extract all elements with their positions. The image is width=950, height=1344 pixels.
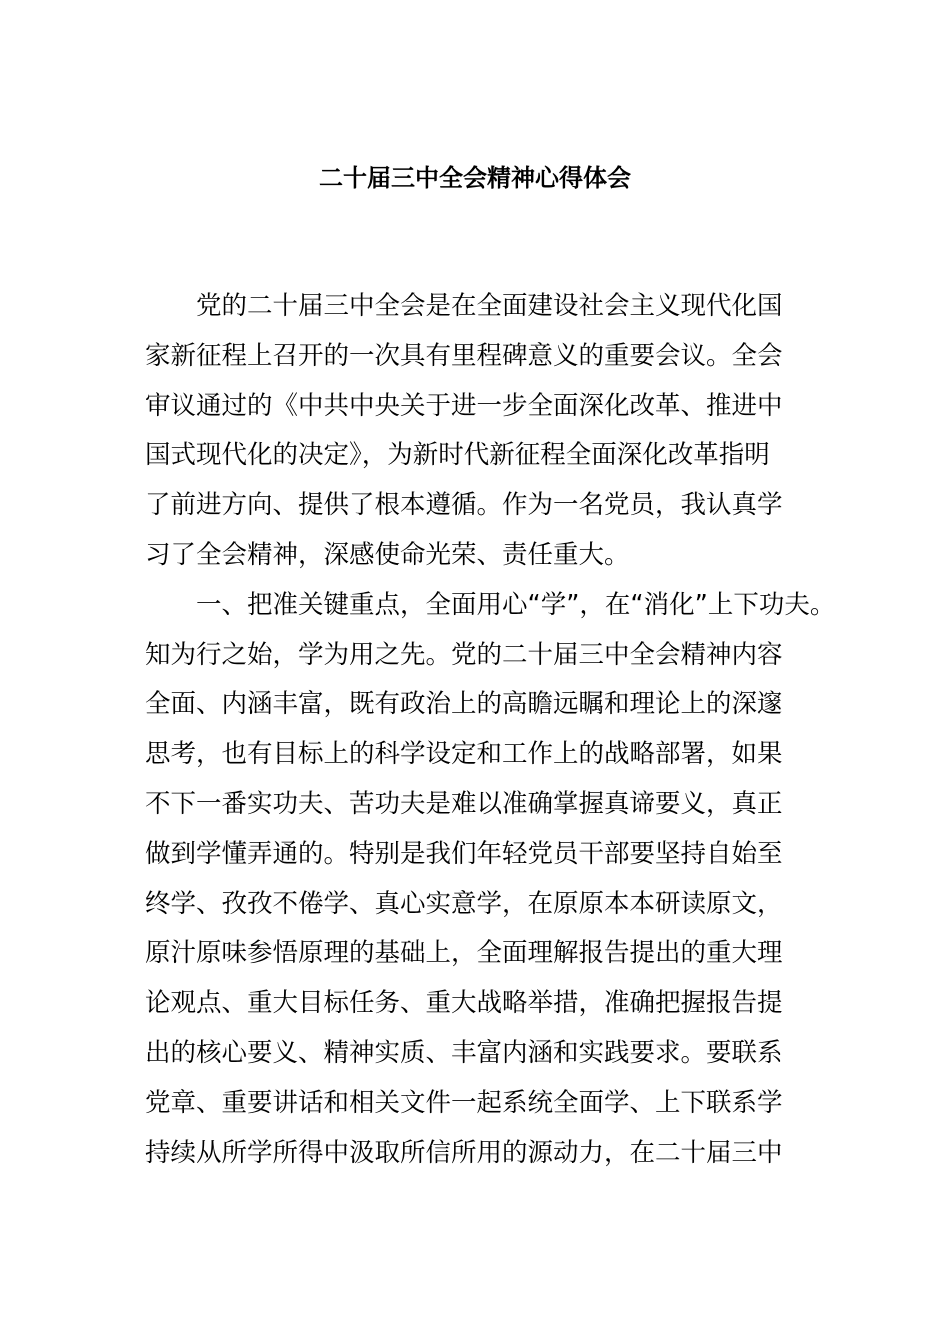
- paragraph-1-line-2: 家新征程上召开的一次具有里程碑意义的重要会议。全会: [145, 340, 783, 371]
- paragraph-2-line-9: 论观点、重大目标任务、重大战略举措，准确把握报告提: [145, 988, 783, 1019]
- paragraph-2-line-5: 不下一番实功夫、苦功夫是难以准确掌握真谛要义，真正: [145, 788, 783, 819]
- document-body: [145, 282, 836, 1178]
- paragraph-2-line-3: 全面、内涵丰富，既有政治上的高瞻远瞩和理论上的深邃: [145, 689, 783, 720]
- paragraph-1-line-4: 国式现代化的决定》，为新时代新征程全面深化改革指明: [145, 440, 770, 471]
- paragraph-1-line-3: 审议通过的《中共中央关于进一步全面深化改革、推进中: [145, 390, 783, 421]
- paragraph-2-line-10: 出的核心要义、精神实质、丰富内涵和实践要求。要联系: [145, 1037, 783, 1068]
- paragraph-2-line-7: 终学、孜孜不倦学、真心实意学，在原原本本研读原文，: [145, 888, 783, 919]
- paragraph-2-line-4: 思考，也有目标上的科学设定和工作上的战略部署，如果: [145, 739, 783, 770]
- paragraph-1-line-1: 党的二十届三中全会是在全面建设社会主义现代化国: [196, 291, 783, 321]
- paragraph-1-line-6: 习了全会精神，深感使命光荣、责任重大。: [145, 539, 630, 570]
- paragraph-2-line-8: 原汁原味参悟原理的基础上，全面理解报告提出的重大理: [145, 938, 783, 969]
- paragraph-2-line-12: 持续从所学所得中汲取所信所用的源动力，在二十届三中: [145, 1137, 783, 1168]
- document-title: 二十届三中全会精神心得体会: [319, 164, 631, 192]
- paragraph-1-line-5: 了前进方向、提供了根本遵循。作为一名党员，我认真学: [145, 490, 783, 521]
- paragraph-2-line-1: 一、把准关键重点，全面用心“学”，在“消化”上下功夫。: [196, 589, 836, 620]
- paragraph-2-line-2: 知为行之始，学为用之先。党的二十届三中全会精神内容: [145, 639, 783, 670]
- paragraph-2-line-11: 党章、重要讲话和相关文件一起系统全面学、上下联系学: [145, 1087, 783, 1118]
- paragraph-2-line-6: 做到学懂弄通的。特别是我们年轻党员干部要坚持自始至: [145, 838, 783, 869]
